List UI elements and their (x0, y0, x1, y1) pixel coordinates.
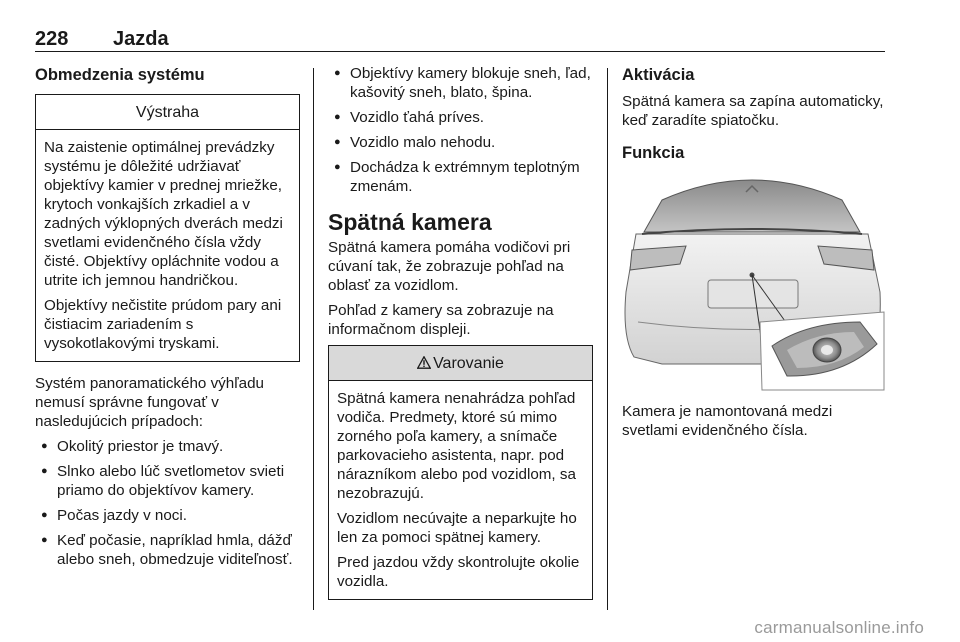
page-number: 228 (35, 28, 69, 50)
list-item: ● Objektívy kamery blokuje sneh, ľad, kašovitý sneh, blato, špina. (328, 64, 593, 102)
list-item: ● Vozidlo ťahá príves. (328, 108, 593, 127)
list-item: ● Okolitý priestor je tmavý. (35, 437, 300, 456)
notice-paragraph: Na zaistenie optimálnej prevádzky systému je dôležité udržiavať objektívy kamier v prednej mriežke, krytoch vonkajších zrkadiel a v zadných výklopných dverách medzi svetlami evidenčného čísla vždy čisté. Objektívy opláchnite vodou a utrite ich jemnou handričkou. (44, 139, 283, 289)
column-divider (607, 68, 608, 610)
list-item: ● Vozidlo malo nehodu. (328, 133, 593, 152)
column-right (622, 64, 887, 446)
limitations-list-continued (328, 64, 593, 196)
list-item: ● Keď počasie, napríklad hmla, dážď alebo sneh, obmedzuje viditeľnosť. (35, 531, 300, 569)
column-divider (313, 68, 314, 610)
warning-paragraph: Pred jazdou vždy skontrolujte okolie vozidla. (337, 554, 580, 590)
list-item: ● Počas jazdy v noci. (35, 506, 300, 525)
chapter-title: Jazda (113, 28, 169, 50)
section-title: Obmedzenia systému (35, 66, 205, 84)
list-item: ● Slnko alebo lúč svetlometov svieti priamo do objektívov kamery. (35, 462, 300, 500)
list-item: ● Dochádza k extrémnym teplotným zmenám. (328, 158, 593, 196)
warning-box (328, 345, 593, 600)
rear-camera-illustration (622, 172, 887, 392)
illustration-caption: Kamera je namontovaná medzi svetlami evidenčného čísla. (622, 403, 833, 439)
warning-paragraph: Spätná kamera nenahrádza pohľad vodiča. Predmety, ktoré sú mimo zorného poľa kamery, a snímače parkovacieho asistenta, napr. pod nárazníkom alebo pod vozidlom, sa nezobrazujú. (337, 390, 576, 502)
warning-box-title (329, 346, 592, 381)
notice-paragraph: Objektívy nečistite prúdom pary ani čistiacim zariadením s vysokotlakovými tryskami. (44, 297, 282, 352)
warning-title-text: Varovanie (433, 355, 504, 372)
warning-triangle-icon (417, 354, 431, 373)
limitations-list (35, 437, 300, 569)
column-left (35, 64, 300, 575)
notice-box (35, 94, 300, 362)
notice-box-title: Výstraha (36, 95, 299, 130)
activation-paragraph: Spätná kamera sa zapína automaticky, keď zaradíte spiatočku. (622, 93, 884, 129)
watermark-text: carmanualsonline.info (754, 618, 924, 637)
column-middle (328, 64, 593, 612)
section-heading-activation: Aktivácia (622, 66, 695, 84)
body-paragraph: Spätná kamera pomáha vodičovi pri cúvaní tak, že zobrazuje pohľad na oblasť za vozidlom. (328, 239, 571, 294)
warning-paragraph: Vozidlom necúvajte a neparkujte ho len za pomoci spätnej kamery. (337, 510, 577, 546)
page-header (35, 28, 885, 52)
body-paragraph: Pohľad z kamery sa zobrazuje na informačnom displeji. (328, 302, 554, 338)
section-heading-function: Funkcia (622, 144, 685, 162)
intro-paragraph: Systém panoramatického výhľadu nemusí správne fungovať v nasledujúcich prípadoch: (35, 375, 264, 430)
section-heading: Spätná kamera (328, 209, 492, 235)
